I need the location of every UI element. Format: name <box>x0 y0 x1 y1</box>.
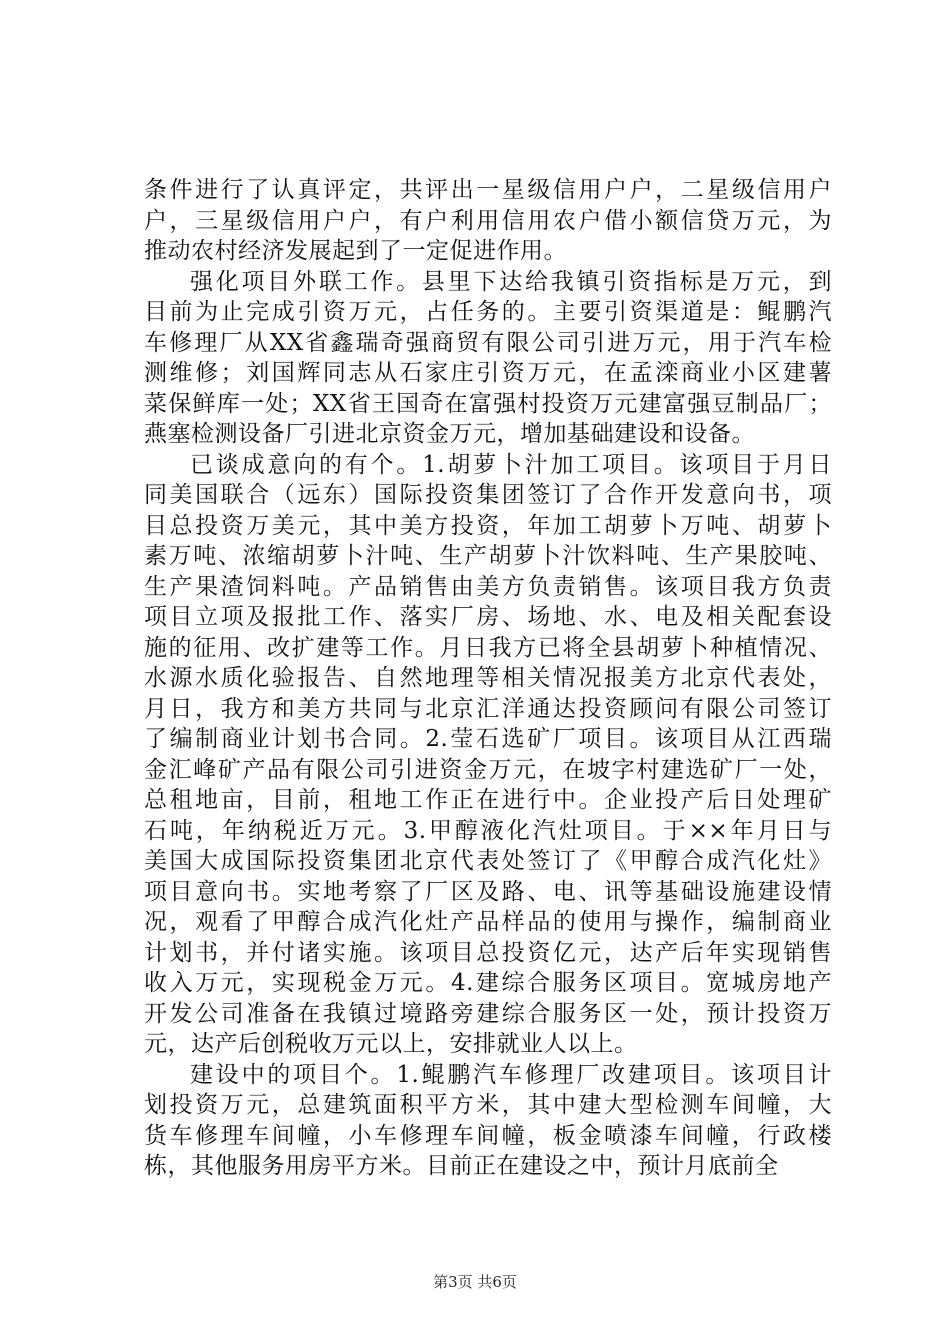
text-line: 同美国联合（远东）国际投资集团签订了合作开发意向书，项 <box>144 482 832 508</box>
text-line: 水源水质化验报告、自然地理等相关情况报美方北京代表处， <box>144 665 832 691</box>
text-line: 生产果渣饲料吨。产品销售由美方负责销售。该项目我方负责 <box>144 573 832 600</box>
text-line: 推动农村经济发展起到了一定促进作用。 <box>144 238 567 264</box>
paragraph <box>144 267 832 450</box>
paragraph <box>144 1060 832 1182</box>
text-line: 素万吨、浓缩胡萝卜汁吨、生产胡萝卜汁饮料吨、生产果胶吨、 <box>144 543 832 569</box>
text-line: 划投资万元，总建筑面积平方米，其中建大型检测车间幢，大 <box>144 1092 832 1118</box>
text-line: 测维修；刘国辉同志从石家庄引资万元，在孟滦商业小区建薯 <box>144 360 832 386</box>
text-line: 总租地亩，目前，租地工作正在进行中。企业投产后日处理矿 <box>144 787 832 813</box>
text-line: 石吨，年纳税近万元。3.甲醇液化汽灶项目。于××年月日与 <box>144 817 832 844</box>
text-line: 菜保鲜库一处；XX省王国奇在富强村投资万元建富强豆制品厂； <box>144 390 832 417</box>
paragraph <box>144 450 832 1060</box>
text-line: 了编制商业计划书合同。2.莹石选矿厂项目。该项目从江西瑞 <box>144 726 832 752</box>
text-line: 强化项目外联工作。县里下达给我镇引资指标是万元，到 <box>190 268 832 295</box>
text-line: 计划书，并付诸实施。该项目总投资亿元，达产后年实现销售 <box>144 939 832 966</box>
text-line: 车修理厂从XX省鑫瑞奇强商贸有限公司引进万元，用于汽车检 <box>144 329 832 356</box>
text-line: 燕塞检测设备厂引进北京资金万元，增加基础建设和设备。 <box>144 421 755 447</box>
text-line: 元，达产后创税收万元以上，安排就业人以上。 <box>144 1031 638 1057</box>
document-body <box>144 175 832 1182</box>
text-line: 栋，其他服务用房平方米。目前正在建设之中，预计月底前全 <box>144 1153 779 1179</box>
text-line: 金汇峰矿产品有限公司引进资金万元，在坡字村建选矿厂一处， <box>144 756 832 783</box>
paragraph <box>144 175 832 267</box>
text-line: 已谈成意向的有个。1.胡萝卜汁加工项目。该项目于月日 <box>190 451 832 478</box>
text-line: 条件进行了认真评定，共评出一星级信用户户，二星级信用户 <box>144 177 832 203</box>
text-line: 施的征用、改扩建等工作。月日我方已将全县胡萝卜种植情况、 <box>144 634 832 661</box>
text-line: 项目意向书。实地考察了厂区及路、电、讯等基础设施建设情 <box>144 878 832 905</box>
text-line: 况，观看了甲醇合成汽化灶产品样品的使用与操作，编制商业 <box>144 909 832 935</box>
text-line: 目前为止完成引资万元，占任务的。主要引资渠道是：鲲鹏汽 <box>144 299 832 325</box>
text-line: 建设中的项目个。1.鲲鹏汽车修理厂改建项目。该项目计 <box>190 1061 832 1088</box>
text-line: 货车修理车间幢，小车修理车间幢，板金喷漆车间幢，行政楼 <box>144 1122 832 1149</box>
text-line: 收入万元，实现税金万元。4.建综合服务区项目。宽城房地产 <box>144 970 832 996</box>
text-line: 开发公司准备在我镇过境路旁建综合服务区一处，预计投资万 <box>144 1000 832 1027</box>
text-line: 户，三星级信用户户，有户利用信用农户借小额信贷万元，为 <box>144 207 832 234</box>
text-line: 目总投资万美元，其中美方投资，年加工胡萝卜万吨、胡萝卜 <box>144 512 832 539</box>
text-line: 月日，我方和美方共同与北京汇洋通达投资顾问有限公司签订 <box>144 695 832 722</box>
text-line: 项目立项及报批工作、落实厂房、场地、水、电及相关配套设 <box>144 604 832 630</box>
text-line: 美国大成国际投资集团北京代表处签订了《甲醇合成汽化灶》 <box>144 848 832 874</box>
page-footer: 第3页 共6页 <box>433 1273 517 1291</box>
